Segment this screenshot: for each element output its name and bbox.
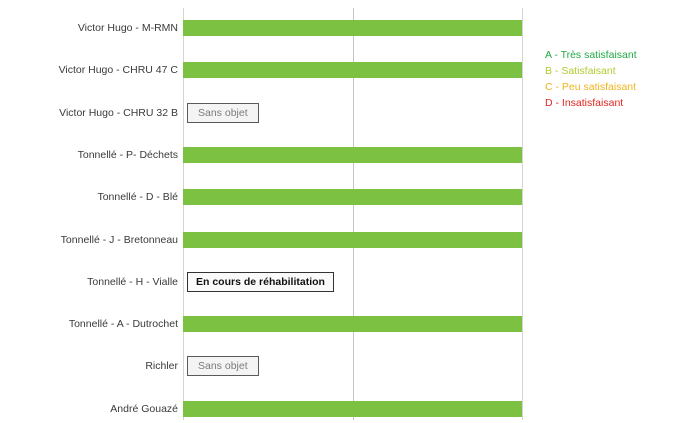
category-label: Victor Hugo - CHRU 47 C [58, 64, 178, 77]
bar [183, 189, 522, 205]
category-label: Tonnellé - A - Dutrochet [68, 318, 178, 331]
category-label: Tonnellé - H - Vialle [87, 275, 178, 288]
category-label: Richler [145, 360, 178, 373]
category-label: Tonnellé - J - Bretonneau [60, 233, 178, 246]
category-label: Victor Hugo - M-RMN [77, 22, 178, 34]
status-label: Sans objet [187, 103, 259, 123]
bar [183, 316, 522, 332]
legend-item-c: C - Peu satisfaisant [545, 81, 637, 93]
bar [183, 20, 522, 36]
gridline-2 [522, 8, 523, 420]
legend-item-b: B - Satisfaisant [545, 65, 616, 77]
bar [183, 401, 522, 417]
legend-item-a: A - Très satisfaisant [545, 49, 637, 61]
category-label: Tonnellé - D - Blé [97, 191, 178, 204]
category-label: Tonnellé - P- Déchets [77, 148, 178, 161]
legend-item-d: D - Insatisfaisant [545, 97, 624, 109]
bar [183, 62, 522, 78]
status-label: Sans objet [187, 356, 259, 376]
status-label: En cours de réhabilitation [187, 272, 334, 292]
chart-legend [545, 47, 637, 111]
category-label: André Gouazé [110, 402, 178, 415]
bar [183, 147, 522, 163]
bar [183, 232, 522, 248]
category-label: Victor Hugo - CHRU 32 B [59, 106, 178, 119]
